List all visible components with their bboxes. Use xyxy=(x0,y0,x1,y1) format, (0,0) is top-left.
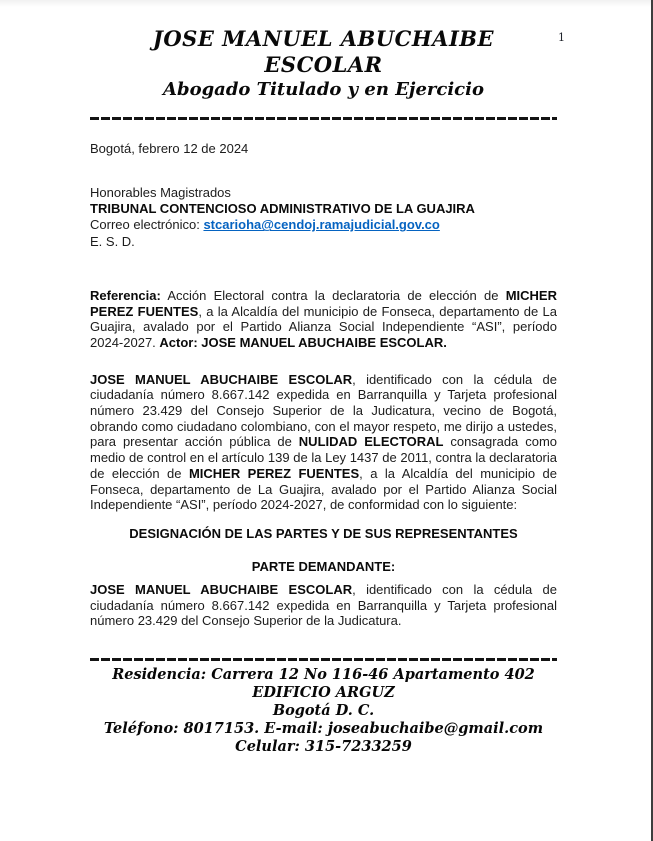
addressee-salutation: Honorables Magistrados xyxy=(90,185,231,200)
reference-text-2: , a la Alcaldía del municipio de Fonseca, departamento de La Guajira, avalado por el Partido Alianza Social Independiente “ASI”, período 2024-2027. xyxy=(90,303,558,350)
body-paragraph-1 xyxy=(90,372,557,513)
footer-cellular: Celular: 315-7233259 xyxy=(235,738,412,756)
page-content xyxy=(0,26,653,756)
reference-actor-name: Actor: JOSE MANUEL ABUCHAIBE ESCOLAR. xyxy=(159,334,447,350)
letterhead-title: JOSE MANUEL ABUCHAIBE ESCOLAR xyxy=(152,26,495,77)
demandante-name: JOSE MANUEL ABUCHAIBE ESCOLAR xyxy=(90,581,353,597)
body-paragraph-2 xyxy=(90,582,557,629)
addressee-block xyxy=(90,185,557,250)
date-line: Bogotá, febrero 12 de 2024 xyxy=(90,141,249,156)
reference-paragraph xyxy=(90,288,557,351)
body1-text-3: , a la Alcaldía del municipio de Fonseca, departamento de La Guajira, avalado por el Partido Alianza Social Independiente “ASI”, período 2024-2027, de conformidad con lo siguiente: xyxy=(90,465,558,513)
plaintiff-name: JOSE MANUEL ABUCHAIBE ESCOLAR xyxy=(90,371,353,387)
email-label: Correo electrónico: xyxy=(90,217,204,233)
section-heading-designacion: DESIGNACIÓN DE LAS PARTES Y DE SUS REPRESENTANTES xyxy=(129,525,518,541)
footer-block xyxy=(90,666,557,756)
body1-text-2: consagrada como medio de control en el artículo 139 de la Ley 1437 de 2011, contra la declaratoria de elección de xyxy=(90,434,557,481)
footer-residence: Residencia: Carrera 12 No 116-46 Apartamento 402 EDIFICIO ARGUZ xyxy=(112,666,535,702)
reference-defendant-name: MICHER PEREZ FUENTES xyxy=(90,287,557,319)
letterhead-subtitle: Abogado Titulado y en Ejercicio xyxy=(163,79,484,100)
letterhead xyxy=(90,26,557,101)
addressee-tribunal: TRIBUNAL CONTENCIOSO ADMINISTRATIVO DE LA GUAJIRA xyxy=(90,201,475,217)
nulidad-electoral-term: NULIDAD ELECTORAL xyxy=(298,434,444,450)
body1-text-1: , identificado con la cédula de ciudadanía número 8.667.142 expedida en Barranquilla y Tarjeta profesional número 23.429 del Consejo Superior de la Judicatura, vecino de Bogotá, obrando como ciudadano colombiano, con el mayor respeto, me dirijo a ustedes, para presentar acción pública de xyxy=(90,371,557,450)
defendant-name: MICHER PEREZ FUENTES xyxy=(188,465,360,481)
footer-phone-email: Teléfono: 8017153. E-mail: joseabuchaibe@gmail.com xyxy=(103,720,544,738)
footer-city: Bogotá D. C. xyxy=(272,702,375,720)
header-divider xyxy=(90,117,557,120)
addressee-email-line xyxy=(90,217,557,233)
email-link[interactable]: stcarioha@cendoj.ramajudicial.gov.co xyxy=(203,217,440,233)
reference-label: Referencia: xyxy=(90,287,161,303)
page-number: 1 xyxy=(558,31,565,44)
section-heading-parte-demandante: PARTE DEMANDANTE: xyxy=(251,558,396,574)
body2-text-1: , identificado con la cédula de ciudadanía número 8.667.142 expedida en Barranquilla y Tarjeta profesional número 23.429 del Consejo Superior de la Judicatura. xyxy=(90,581,557,629)
reference-text-1: Acción Electoral contra la declaratoria de elección de xyxy=(160,287,506,303)
addressee-esd: E. S. D. xyxy=(90,233,135,249)
footer-divider xyxy=(90,658,557,661)
